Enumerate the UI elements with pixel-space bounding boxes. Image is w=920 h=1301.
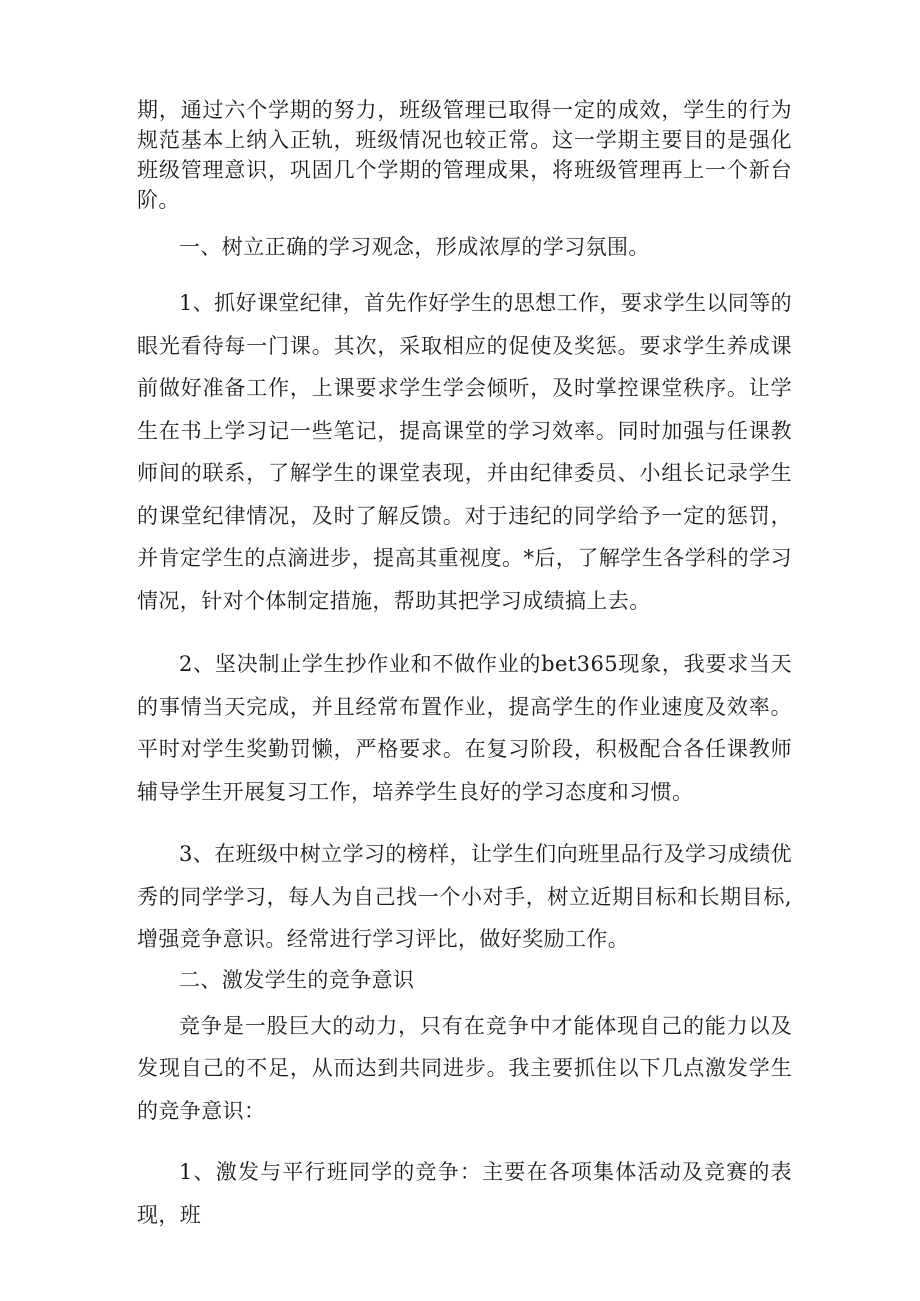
paragraph-intro: 期，通过六个学期的努力，班级管理已取得一定的成效，学生的行为规范基本上纳入正轨，班级情况也较正常。这一学期主要目的是强化班级管理意识，巩固几个学期的管理成果，将班级管理再上一个新台阶。	[137, 98, 792, 212]
paragraph-item-2: 2、坚决制止学生抄作业和不做作业的bet365现象，我要求当天的事情当天完成，并且经常布置作业，提高学生的作业速度及效率。平时对学生奖勤罚懒，严格要求。在复习阶段，积极配合各任课教师辅导学生开展复习工作，培养学生良好的学习态度和习惯。	[137, 652, 792, 804]
heading-section-2: 二、激发学生的竞争意识	[179, 967, 415, 992]
document-page	[137, 95, 792, 1236]
heading-section-1: 一、树立正确的学习观念，形成浓厚的学习氛围。	[179, 235, 650, 259]
paragraph-competition: 竞争是一股巨大的动力，只有在竞争中才能体现自己的能力以及发现自己的不足，从而达到共同进步。我主要抓住以下几点激发学生的竞争意识：	[137, 1013, 792, 1123]
paragraph-competition-item-1: 1、激发与平行班同学的竞争：主要在各项集体活动及竞赛的表现，班	[137, 1160, 792, 1227]
paragraph-item-1: 1、抓好课堂纪律，首先作好学生的思想工作，要求学生以同等的眼光看待每一门课。其次，采取相应的促使及奖惩。要求学生养成课前做好准备工作，上课要求学生学会倾听，及时掌控课堂秩序。让学生在书上学习记一些笔记，提高课堂的学习效率。同时加强与任课教师间的联系，了解学生的课堂表现，并由纪律委员、小组长记录学生的课堂纪律情况，及时了解反馈。对于违纪的同学给予一定的惩罚，并肯定学生的点滴进步，提高其重视度。*后，了解学生各学科的学习情况，针对个体制定措施，帮助其把学习成绩搞上去。	[137, 291, 792, 613]
paragraph-item-3: 3、在班级中树立学习的榜样，让学生们向班里品行及学习成绩优秀的同学学习，每人为自己找一个小对手，树立近期目标和长期目标,增强竞争意识。经常进行学习评比，做好奖励工作。	[137, 842, 792, 951]
